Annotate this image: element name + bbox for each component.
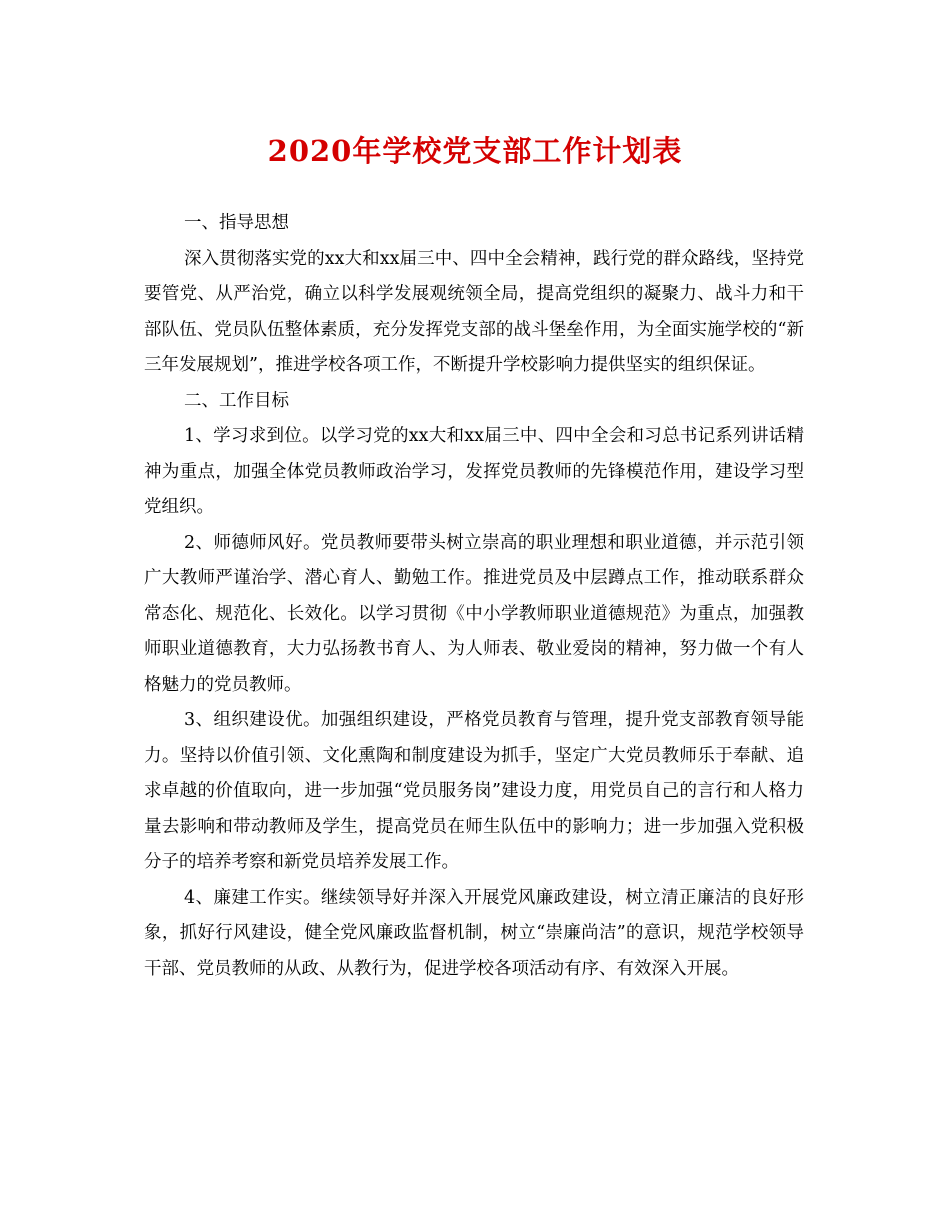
paragraph-goal-ethics: 2、师德师风好。党员教师要带头树立崇高的职业理想和职业道德，并示范引领广大教师严谨治学、潜心育人、勤勉工作。推进党员及中层蹲点工作，推动联系群众常态化、规范化、长效化。以学习贯彻《中小学教师职业道德规范》为重点，加强教师职业道德教育，大力弘扬教书育人、为人师表、敬业爱岗的精神，努力做一个有人格魅力的党员教师。 (144, 532, 804, 695)
section-heading-guiding-ideology: 一、指导思想 (184, 213, 289, 233)
section-heading-work-goals: 二、工作目标 (184, 390, 289, 411)
document-title: 2020年学校党支部工作计划表 (267, 134, 683, 168)
paragraph-goal-integrity: 4、廉建工作实。继续领导好并深入开展党风廉政建设，树立清正廉洁的良好形象，抓好行风建设，健全党风廉政监督机制，树立“崇廉尚洁”的意识，规范学校领导干部、党员教师的从政、从教行为，促进学校各项活动有序、有效深入开展。 (144, 887, 804, 979)
paragraph-goal-organization: 3、组织建设优。加强组织建设，严格党员教育与管理，提升党支部教育领导能力。坚持以价值引领、文化熏陶和制度建设为抓手，坚定广大党员教师乐于奉献、追求卓越的价值取向，进一步加强“党员服务岗”建设力度，用党员自己的言行和人格力量去影响和带动教师及学生，提高党员在师生队伍中的影响力；进一步加强入党积极分子的培养考察和新党员培养发展工作。 (144, 710, 804, 872)
document-body (144, 206, 804, 987)
paragraph-goal-study: 1、学习求到位。以学习党的xx大和xx届三中、四中全会和习总书记系列讲话精神为重点，加强全体党员教师政治学习，发挥党员教师的先锋模范作用，建设学习型党组织。 (144, 426, 804, 517)
paragraph-guiding-ideology: 深入贯彻落实党的xx大和xx届三中、四中全会精神，践行党的群众路线，坚持党要管党、从严治党，确立以科学发展观统领全局，提高党组织的凝聚力、战斗力和干部队伍、党员队伍整体素质，充分发挥党支部的战斗堡垒作用，为全面实施学校的“新三年发展规划”，推进学校各项工作，不断提升学校影响力提供坚实的组织保证。 (144, 248, 804, 375)
